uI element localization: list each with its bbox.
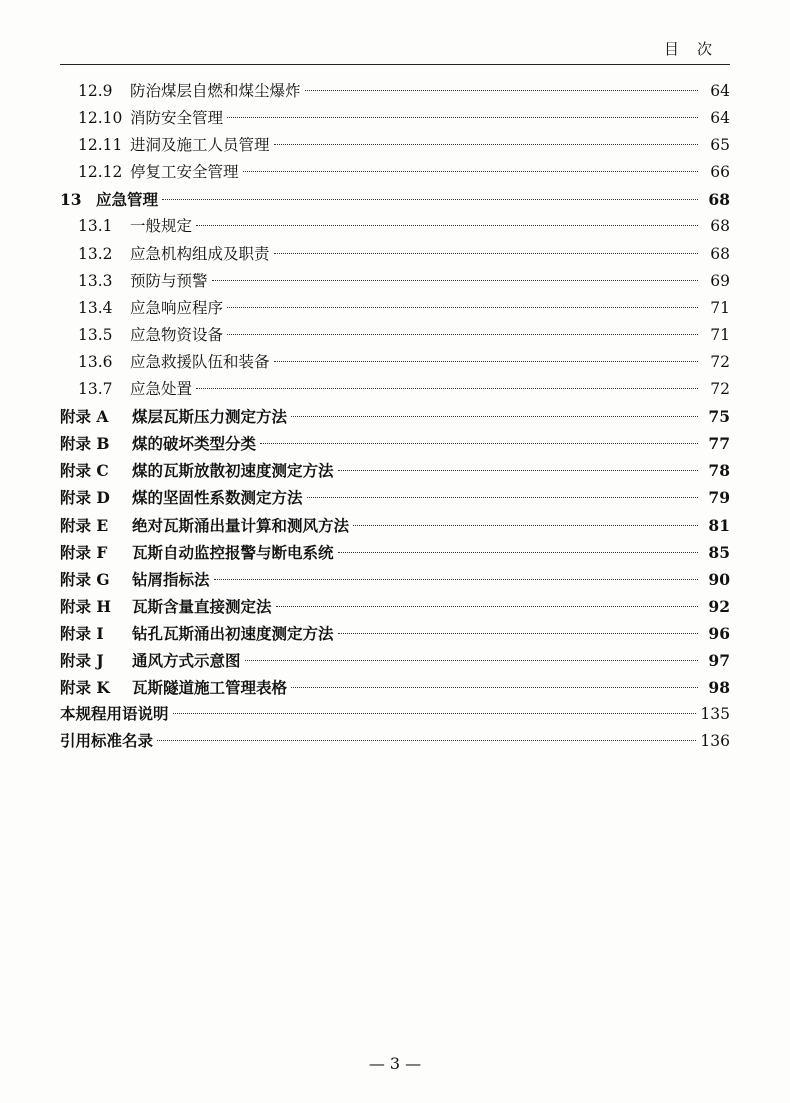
toc-appendix-entry[interactable] [60,484,730,511]
toc-entry-number: 12.12 [78,163,123,182]
toc-entry-page: 98 [708,678,730,698]
toc-entry-page: 68 [710,217,730,236]
toc-entry-title: 应急管理 [96,191,159,210]
toc-entry-number: 13.5 [78,325,113,344]
toc-entry-title: 应急物资设备 [130,325,224,344]
toc-entry-page: 75 [708,407,730,427]
toc-entry-title: 消防安全管理 [130,109,224,128]
toc-entry-page: 68 [708,190,730,210]
toc-entry-title: 通风方式示意图 [132,651,241,670]
toc-entry-number: 附录 C [60,461,109,481]
toc-entry[interactable] [60,295,730,322]
toc-entry[interactable] [60,213,730,240]
running-header [60,38,730,59]
toc-entry-number: 附录 J [60,650,104,670]
toc-entry-page: 64 [710,82,730,100]
toc-entry-number: 13.7 [78,380,113,399]
toc-entry-page: 71 [710,298,730,317]
dot-leader [196,225,698,226]
toc-entry-title: 煤的瓦斯放散初速度测定方法 [132,462,334,481]
toc-entry-number: 附录 D [60,488,110,508]
toc-chapter-entry[interactable] [60,186,730,213]
dot-leader [338,633,698,634]
table-of-contents [60,78,730,755]
toc-entry-title: 应急处置 [130,380,193,399]
toc-entry-number: 附录 F [60,542,108,562]
toc-entry-page: 135 [700,705,730,724]
toc-appendix-entry[interactable] [60,566,730,593]
dot-leader [338,470,698,471]
toc-entry-number: 附录 A [60,407,109,427]
toc-entry-number: 附录 B [60,434,110,454]
toc-entry-page: 78 [708,461,730,481]
toc-entry-title: 应急救援队伍和装备 [130,352,270,371]
toc-entry-page: 85 [708,542,730,562]
toc-entry[interactable] [60,376,730,403]
toc-entry-number: 12.10 [78,109,123,128]
toc-entry-page: 96 [708,623,730,643]
toc-entry-page: 68 [710,244,730,263]
toc-entry-page: 66 [710,163,730,182]
dot-leader [353,525,698,526]
page-number: — 3 — [368,1054,422,1073]
toc-back-matter-entry[interactable] [60,728,730,755]
dot-leader [291,416,698,417]
dot-leader [291,687,698,688]
toc-entry[interactable] [60,78,730,105]
toc-entry-title: 应急响应程序 [130,298,224,317]
dot-leader [157,740,696,741]
toc-entry-title: 一般规定 [130,217,193,236]
toc-entry[interactable] [60,322,730,349]
toc-appendix-entry[interactable] [60,430,730,457]
toc-entry-page: 77 [708,434,730,454]
toc-entry-title: 绝对瓦斯涌出量计算和测风方法 [132,516,350,535]
toc-entry-number: 附录 G [60,569,110,589]
toc-entry-number: 13.4 [78,298,113,317]
toc-entry-title: 煤层瓦斯压力测定方法 [132,408,288,427]
toc-entry-page: 136 [700,732,730,751]
dot-leader [196,388,698,389]
toc-entry-page: 69 [710,271,730,290]
dot-leader [212,280,698,281]
toc-entry-page: 92 [708,596,730,616]
toc-entry-title: 应急机构组成及职责 [130,244,270,263]
toc-appendix-entry[interactable] [60,539,730,566]
toc-entry-title: 煤的破坏类型分类 [132,435,257,454]
toc-appendix-entry[interactable] [60,403,730,430]
toc-entry-number: 12.11 [78,136,123,155]
toc-entry-title: 钻屑指标法 [132,570,210,589]
toc-entry-number: 12.9 [78,82,113,100]
toc-entry-number: 附录 K [60,678,110,698]
toc-entry-page: 64 [710,109,730,128]
toc-entry[interactable] [60,268,730,295]
dot-leader [305,90,698,91]
header-title: 目次 [663,40,730,58]
toc-entry-number: 13.3 [78,271,113,290]
toc-entry-page: 90 [708,569,730,589]
toc-entry-title: 预防与预警 [130,271,208,290]
toc-entry-page: 81 [708,515,730,535]
dot-leader [227,117,698,118]
toc-entry-number: 13.6 [78,352,113,371]
dot-leader [274,253,698,254]
dot-leader [227,307,698,308]
toc-entry-number: 附录 E [60,515,109,535]
toc-entry-number: 13.2 [78,244,113,263]
toc-entry-page: 65 [710,136,730,155]
toc-entry-page: 79 [708,488,730,508]
toc-entry[interactable] [60,105,730,132]
header-rule [60,64,730,65]
toc-entry-title: 进洞及施工人员管理 [130,136,270,155]
toc-entry-number: 13 [60,190,82,210]
toc-entry-number: 附录 H [60,596,112,616]
dot-leader [274,361,698,362]
toc-entry-title: 本规程用语说明 [60,705,169,724]
toc-entry-page: 97 [708,650,730,670]
toc-entry-title: 瓦斯自动监控报警与断电系统 [132,543,334,562]
dot-leader [162,199,698,200]
toc-entry-number: 附录 I [60,623,104,643]
toc-entry[interactable] [60,241,730,268]
toc-entry-title: 煤的坚固性系数测定方法 [132,489,303,508]
toc-appendix-entry[interactable] [60,674,730,701]
dot-leader [260,443,698,444]
toc-appendix-entry[interactable] [60,647,730,674]
toc-entry-title: 钻孔瓦斯涌出初速度测定方法 [132,624,334,643]
toc-entry-title: 停复工安全管理 [130,163,239,182]
dot-leader [276,606,698,607]
dot-leader [173,713,697,714]
toc-entry[interactable] [60,159,730,186]
dot-leader [274,144,698,145]
toc-entry-page: 72 [710,380,730,399]
toc-entry-page: 71 [710,325,730,344]
toc-appendix-entry[interactable] [60,512,730,539]
toc-entry-number: 13.1 [78,217,113,236]
toc-appendix-entry[interactable] [60,593,730,620]
toc-entry-title: 防治煤层自燃和煤尘爆炸 [130,82,301,100]
toc-entry-page: 72 [710,352,730,371]
dot-leader [214,579,698,580]
toc-back-matter-entry[interactable] [60,701,730,728]
dot-leader [338,552,698,553]
toc-entry[interactable] [60,132,730,159]
dot-leader [243,171,698,172]
toc-appendix-entry[interactable] [60,620,730,647]
toc-entry-title: 瓦斯隧道施工管理表格 [132,679,288,698]
toc-entry-title: 引用标准名录 [60,732,154,751]
toc-entry[interactable] [60,349,730,376]
toc-entry-title: 瓦斯含量直接测定法 [132,597,272,616]
dot-leader [307,497,698,498]
dot-leader [245,660,698,661]
dot-leader [227,334,698,335]
toc-appendix-entry[interactable] [60,457,730,484]
